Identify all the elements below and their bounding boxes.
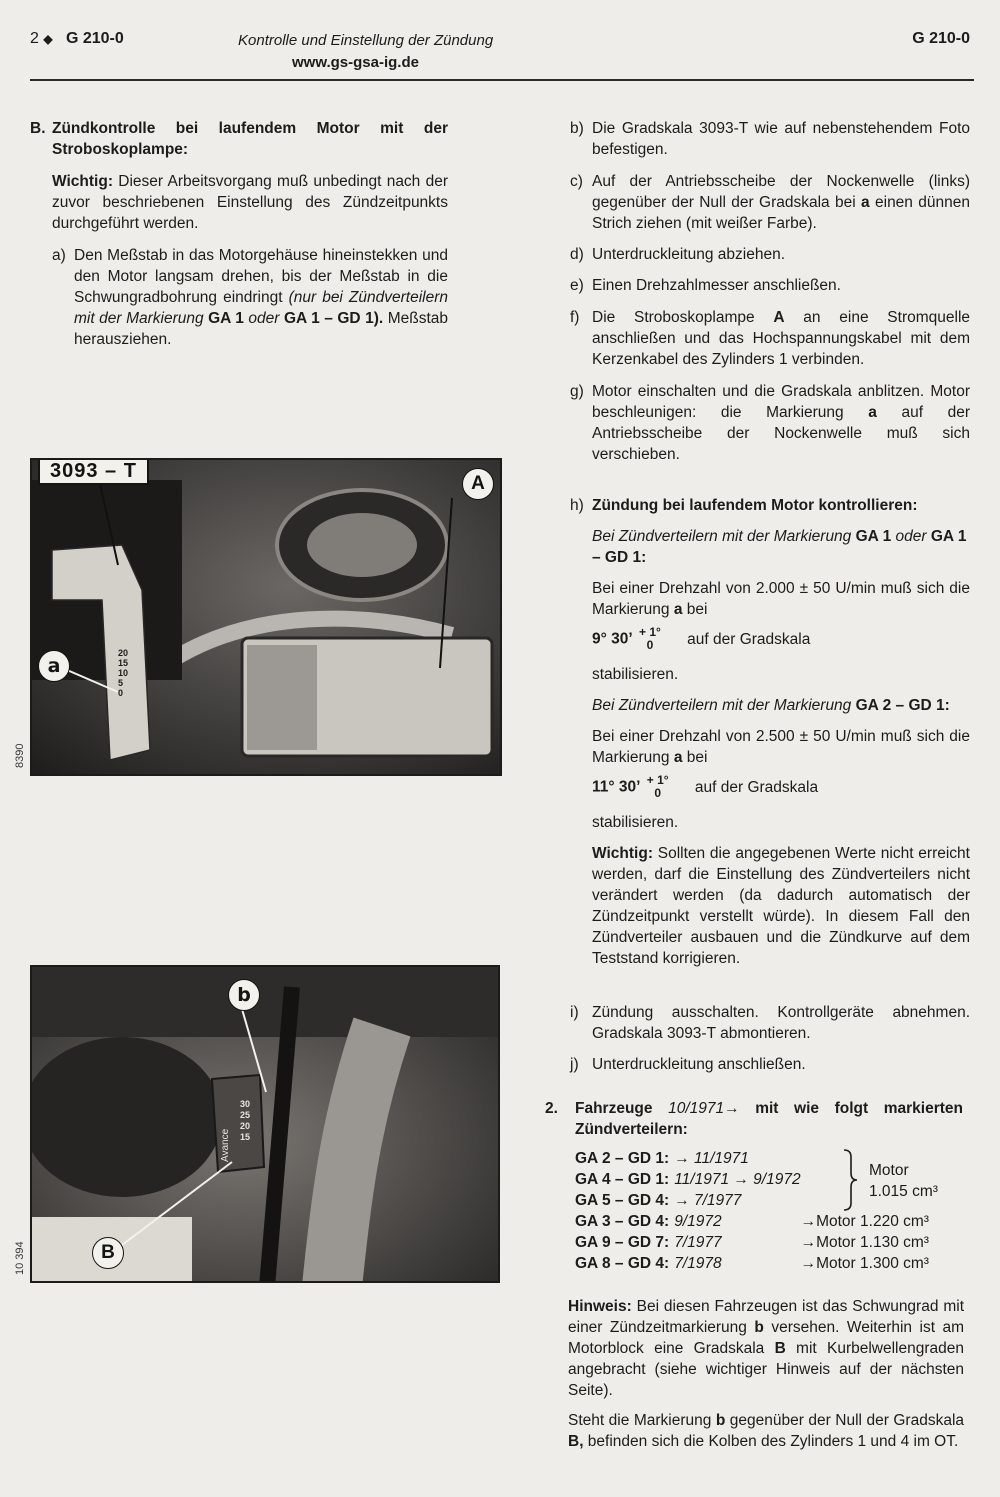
- document-code-right: G 210-0: [912, 30, 970, 47]
- h1-text-2: bei: [682, 601, 708, 618]
- step-f-text-1: Die Stroboskoplampe: [592, 309, 774, 326]
- vehicle-engine: →Motor 1.130 cm³: [800, 1234, 929, 1251]
- step-g-body: [592, 381, 970, 465]
- scale-tick: 30: [240, 1099, 251, 1109]
- note-bold-b: b: [754, 1319, 764, 1336]
- h1-scale-text: auf der Gradskala: [687, 630, 811, 648]
- important-label-right: Wichtig:: [592, 845, 653, 862]
- section-b: [30, 118, 448, 350]
- scale-tick: 5: [118, 678, 124, 688]
- note-hinweis: [568, 1296, 964, 1401]
- vehicle-row: [575, 1253, 929, 1274]
- section-b-label: B.: [30, 120, 46, 137]
- scale-tick: 0: [118, 688, 124, 698]
- step-a: [52, 245, 448, 350]
- note-bold-B: B: [774, 1340, 786, 1357]
- h2-tolerance: [647, 774, 669, 800]
- section-2: [545, 1098, 963, 1140]
- h1-tol-top: + 1°: [639, 625, 661, 639]
- section-2-heading: [575, 1098, 963, 1140]
- vehicle-row: [575, 1232, 929, 1253]
- step-c-bold: a: [861, 194, 870, 211]
- note-text-1: Bei diesen Fahrzeugen ist das Schwungrad mit einer Zündzeitmarkierung: [568, 1298, 964, 1336]
- step-c-body: [592, 171, 970, 234]
- vehicle-row: [575, 1211, 929, 1232]
- step-c: [570, 171, 970, 234]
- step-a-bold-1: GA 1: [208, 310, 244, 327]
- step-b-label: b): [570, 120, 584, 137]
- h1-value-row: [592, 626, 970, 662]
- step-a-bold-2: GA 1 – GD 1).: [283, 310, 384, 327]
- step-a-body: [74, 245, 448, 350]
- header-divider: [30, 79, 974, 81]
- final-bold-B: B,: [568, 1433, 584, 1450]
- website-url: www.gs-gsa-ig.de: [292, 54, 419, 71]
- h1-bold-a: a: [673, 601, 683, 618]
- h2-value: 11° 30’: [592, 778, 641, 796]
- step-g-text-1: Motor einschalten und die Gradskala anblitzen. Motor beschleunigen: die Markierung: [592, 383, 970, 421]
- note-text-3: mit Kurbelwellengraden angebracht (siehe wichtiger Hinweis auf der nächsten Seite).: [568, 1340, 964, 1399]
- final-text-3: befinden sich die Kolben des Zylinders 1 und 4 im OT.: [583, 1433, 959, 1450]
- step-g-text-2: auf der Antriebsscheibe der Nockenwelle muß sich verschieben.: [592, 404, 970, 463]
- step-e-label: e): [570, 277, 584, 294]
- final-text-1: Steht die Markierung: [568, 1412, 716, 1429]
- step-a-label: a): [52, 247, 66, 264]
- step-f-body: [592, 307, 970, 370]
- vehicle-code: GA 2 – GD 1:: [575, 1150, 670, 1167]
- h2-bold-a: a: [673, 749, 683, 766]
- top-shadow: [32, 967, 498, 1037]
- step-g-label: g): [570, 383, 584, 400]
- h2-bold-1: GA 2 – GD 1:: [855, 697, 950, 714]
- cap-center: [307, 513, 417, 577]
- h2-condition: [592, 695, 970, 716]
- h2-instruction: [592, 726, 970, 768]
- lamp-end: [247, 645, 317, 750]
- brace-label: [869, 1160, 938, 1202]
- vehicle-code: GA 8 – GD 4:: [575, 1255, 670, 1272]
- step-b-text: Die Gradskala 3093-T wie auf nebenstehendem Foto befestigen.: [592, 120, 970, 158]
- brace-label-volume: 1.015 cm³: [869, 1183, 938, 1200]
- h2-stabilize: stabilisieren.: [592, 814, 679, 831]
- vehicle-date: 11/1971 → 9/1972: [674, 1171, 801, 1188]
- vehicle-code: GA 5 – GD 4:: [575, 1192, 670, 1209]
- step-f-text-2: an eine Stromquelle anschließen und das Hochspannungskabel mit dem Kerzenkabel des Zylinders 1 verbinden.: [592, 309, 971, 368]
- step-c-text-1: Auf der Antriebsscheibe der Nockenwelle (links) gegenüber der Null der Gradskala bei: [592, 173, 970, 211]
- photo-2-illustration: [32, 967, 498, 1281]
- h1-instruction: [592, 578, 970, 620]
- h1-tolerance: [639, 626, 661, 652]
- step-g-bold: a: [868, 404, 877, 421]
- h1-tol-bottom: 0: [646, 638, 654, 652]
- callout-a-photo-1: a: [38, 650, 70, 682]
- scale-ticks-2: [240, 1099, 250, 1143]
- step-f-label: f): [570, 309, 580, 326]
- step-a-italic-2: oder: [243, 310, 284, 327]
- step-e-text: Einen Drehzahlmesser anschließen.: [592, 277, 841, 294]
- step-i: [570, 1002, 970, 1044]
- h2-tol-bottom: 0: [654, 786, 661, 800]
- photo-flywheel-marking: [30, 965, 500, 1283]
- final-paragraph: [568, 1410, 964, 1452]
- page-marker: ◆: [43, 32, 53, 46]
- step-d-label: d): [570, 246, 584, 263]
- h1-value: 9° 30’: [592, 630, 633, 648]
- vehicle-date: 7/1978: [674, 1255, 722, 1272]
- h1-text-1: Bei einer Drehzahl von 2.000 ± 50 U/min muß sich die Markierung: [592, 580, 970, 618]
- section-2-bold-2: → mit wie folgt markierten Zündverteilern:: [575, 1100, 963, 1138]
- step-c-text-2: einen dünnen Strich ziehen (mit weißer Farbe).: [592, 194, 970, 232]
- brace-label-motor: Motor: [869, 1162, 909, 1179]
- step-j: [570, 1054, 970, 1075]
- step-j-text: Unterdruckleitung anschließen.: [592, 1056, 806, 1073]
- scale-tick: 10: [118, 668, 129, 678]
- section-b-heading: Zündkontrolle bei laufendem Motor mit der Stroboskoplampe:: [52, 120, 448, 158]
- photo-1-illustration: [32, 460, 500, 774]
- h2-text-1: Bei einer Drehzahl von 2.500 ± 50 U/min muß sich die Markierung: [592, 728, 970, 766]
- step-j-label: j): [570, 1056, 579, 1073]
- important-text-right: Sollten die angegebenen Werte nicht erreicht werden, darf die Einstellung des Zündverteilers nicht verändert werden (da dadurch automatisch der Zündzeitpunkt verstellt würde). In diesem Fall den Zündverteiler ausbauen und die Zündkurve auf dem Teststand korrigieren.: [592, 845, 970, 967]
- step-e: [570, 275, 970, 296]
- step-c-label: c): [570, 173, 583, 190]
- step-g: [570, 381, 970, 465]
- scale-tick: 15: [240, 1132, 251, 1142]
- scale-tick: 25: [240, 1110, 251, 1120]
- callout-A-photo-1: A: [462, 468, 494, 500]
- step-d: [570, 244, 970, 265]
- scale-tick: 20: [240, 1121, 251, 1131]
- step-h: [570, 495, 970, 969]
- vehicle-date: → 11/1971: [674, 1150, 749, 1167]
- scale-tick: 15: [118, 658, 129, 668]
- h1-bold-2: GA 1 – GD 1:: [592, 528, 967, 566]
- h2-italic-1: Bei Zündverteilern mit der Markierung: [592, 697, 856, 714]
- vehicle-date: → 7/1977: [674, 1192, 742, 1209]
- step-d-text: Unterdruckleitung abziehen.: [592, 246, 786, 263]
- h1-italic-1: Bei Zündverteilern mit der Markierung: [592, 528, 856, 545]
- h2-value-row: [592, 774, 970, 810]
- step-i-text: Zündung ausschalten. Kontrollgeräte abnehmen. Gradskala 3093-T abmontieren.: [592, 1004, 970, 1042]
- figure-number-2: 10 394: [14, 1241, 26, 1275]
- h1-bold-1: GA 1: [855, 528, 892, 545]
- important-note-left: [52, 171, 448, 234]
- vehicle-engine: →Motor 1.300 cm³: [800, 1255, 929, 1272]
- important-text: Dieser Arbeitsvorgang muß unbedingt nach der zuvor beschriebenen Einstellung des Zündzeitpunkts durchgeführt werden.: [52, 173, 448, 232]
- scale-tick: 20: [118, 648, 129, 658]
- note-text-2: versehen. Weiterhin ist am Motorblock eine Gradskala: [568, 1319, 965, 1357]
- important-label: Wichtig:: [52, 173, 113, 190]
- page-header-left: [30, 30, 124, 48]
- vehicle-engine: →Motor 1.220 cm³: [800, 1213, 929, 1230]
- h1-condition: [592, 526, 970, 568]
- step-a-text: Den Meßstab in das Motorgehäuse hineinstekken und den Motor langsam drehen, bis der Meßstab in die Schwungradbohrung eindringt: [74, 247, 448, 306]
- step-i-label: i): [570, 1004, 579, 1021]
- note-label: Hinweis:: [568, 1298, 632, 1315]
- vehicle-date: 9/1972: [674, 1213, 722, 1230]
- document-code-left: G 210-0: [65, 30, 124, 47]
- step-h-label: h): [570, 497, 584, 514]
- h2-tol-top: + 1°: [646, 773, 669, 787]
- step-a-tail: Meßstab herausziehen.: [74, 310, 449, 348]
- tool-label-3093-t: 3093 – T: [38, 458, 149, 485]
- photo-stroboscope-setup: [30, 458, 502, 776]
- section-2-label: 2.: [545, 1100, 558, 1117]
- final-text-2: gegenüber der Null der Gradskala: [725, 1412, 965, 1429]
- vehicle-date: 7/1977: [674, 1234, 722, 1251]
- h1-italic-2: oder: [891, 528, 931, 545]
- section-2-italic: 10/1971: [668, 1100, 725, 1117]
- vehicle-code: GA 4 – GD 1:: [575, 1171, 670, 1188]
- section-2-bold-1: Fahrzeuge: [575, 1100, 669, 1117]
- vehicle-code: GA 9 – GD 7:: [575, 1234, 670, 1251]
- h2-text-2: bei: [682, 749, 708, 766]
- step-f: [570, 307, 970, 370]
- final-bold-b: b: [715, 1412, 726, 1429]
- important-note-right: [592, 843, 970, 969]
- page-number: 2: [30, 30, 39, 47]
- scale-word-avance: Avance: [220, 1128, 231, 1162]
- scale-ticks-1: [118, 648, 128, 698]
- brace-icon: [842, 1149, 858, 1211]
- vehicle-code: GA 3 – GD 4:: [575, 1213, 670, 1230]
- step-b: [570, 118, 970, 160]
- step-h-heading: Zündung bei laufendem Motor kontrollieren:: [592, 497, 918, 514]
- document-title: Kontrolle und Einstellung der Zündung: [238, 32, 494, 49]
- step-a-italic-1: (nur bei Zündverteilern mit der Markierung: [74, 289, 448, 327]
- h2-scale-text: auf der Gradskala: [694, 778, 819, 796]
- figure-number-1: 8390: [14, 743, 26, 768]
- callout-B-photo-2: B: [92, 1237, 124, 1269]
- step-f-bold: A: [773, 309, 785, 326]
- callout-b-photo-2: b: [228, 979, 260, 1011]
- h1-stabilize: stabilisieren.: [592, 666, 679, 683]
